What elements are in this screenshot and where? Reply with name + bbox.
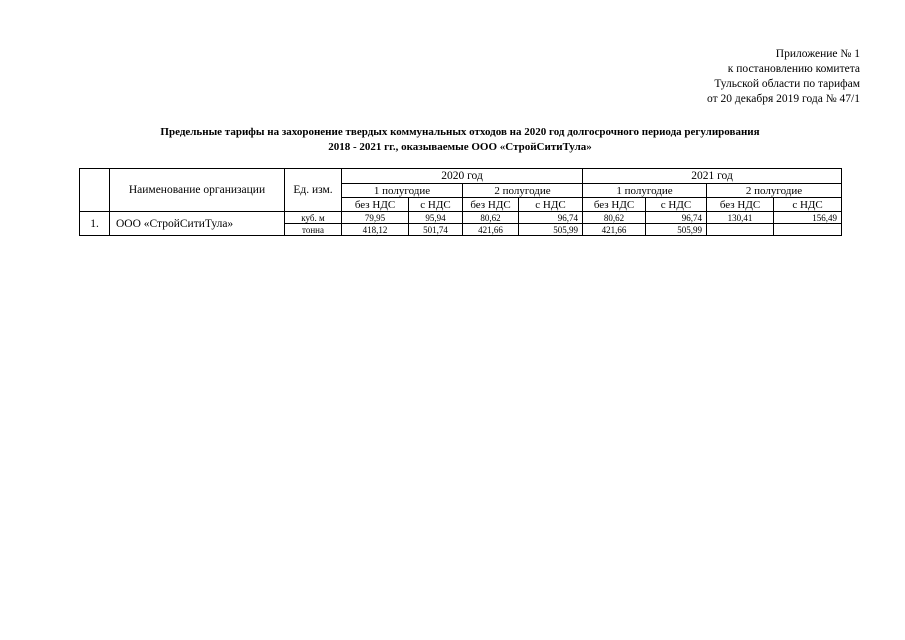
header-vat: с НДС <box>646 198 707 212</box>
header-vat: с НДС <box>409 198 463 212</box>
value-cell: 501,74 <box>409 224 463 236</box>
appendix-line-2: к постановлению комитета <box>727 63 860 75</box>
title-line-2: 2018 - 2021 гг., оказываемые ООО «СтройСитиТула» <box>328 141 592 153</box>
value-cell: 505,99 <box>519 224 583 236</box>
value-cell: 96,74 <box>519 212 583 224</box>
tariffs-table <box>79 168 842 236</box>
header-year-2021: 2021 год <box>583 169 842 184</box>
value-cell <box>774 224 842 236</box>
header-index-cell <box>80 169 110 212</box>
value-cell: 96,74 <box>646 212 707 224</box>
document-title <box>80 125 840 155</box>
header-vat: с НДС <box>519 198 583 212</box>
appendix-line-3: Тульской области по тарифам <box>714 78 860 90</box>
row-index: 1. <box>80 212 110 236</box>
header-row-years <box>80 169 842 184</box>
header-half: 2 полугодие <box>463 184 583 198</box>
value-cell: 95,94 <box>409 212 463 224</box>
value-cell: 79,95 <box>342 212 409 224</box>
title-line-1: Предельные тарифы на захоронение твердых коммунальных отходов на 2020 год долгосрочного периода регулирования <box>160 126 760 138</box>
table-row <box>80 212 842 224</box>
header-vat: без НДС <box>463 198 519 212</box>
header-vat: без НДС <box>583 198 646 212</box>
value-cell: 418,12 <box>342 224 409 236</box>
header-vat: с НДС <box>774 198 842 212</box>
header-org: Наименование организации <box>110 169 285 212</box>
row-unit: куб. м <box>285 212 342 224</box>
header-vat: без НДС <box>342 198 409 212</box>
header-half: 1 полугодие <box>342 184 463 198</box>
appendix-header <box>707 47 860 107</box>
header-unit: Ед. изм. <box>285 169 342 212</box>
value-cell: 505,99 <box>646 224 707 236</box>
row-unit: тонна <box>285 224 342 236</box>
value-cell: 421,66 <box>583 224 646 236</box>
value-cell: 421,66 <box>463 224 519 236</box>
value-cell: 130,41 <box>707 212 774 224</box>
appendix-line-4: от 20 декабря 2019 года № 47/1 <box>707 93 860 105</box>
row-org-name: ООО «СтройСитиТула» <box>110 212 285 236</box>
header-year-2020: 2020 год <box>342 169 583 184</box>
header-half: 2 полугодие <box>707 184 842 198</box>
value-cell: 80,62 <box>583 212 646 224</box>
header-vat: без НДС <box>707 198 774 212</box>
header-half: 1 полугодие <box>583 184 707 198</box>
appendix-line-1: Приложение № 1 <box>775 48 860 60</box>
value-cell: 156,49 <box>774 212 842 224</box>
value-cell: 80,62 <box>463 212 519 224</box>
value-cell <box>707 224 774 236</box>
